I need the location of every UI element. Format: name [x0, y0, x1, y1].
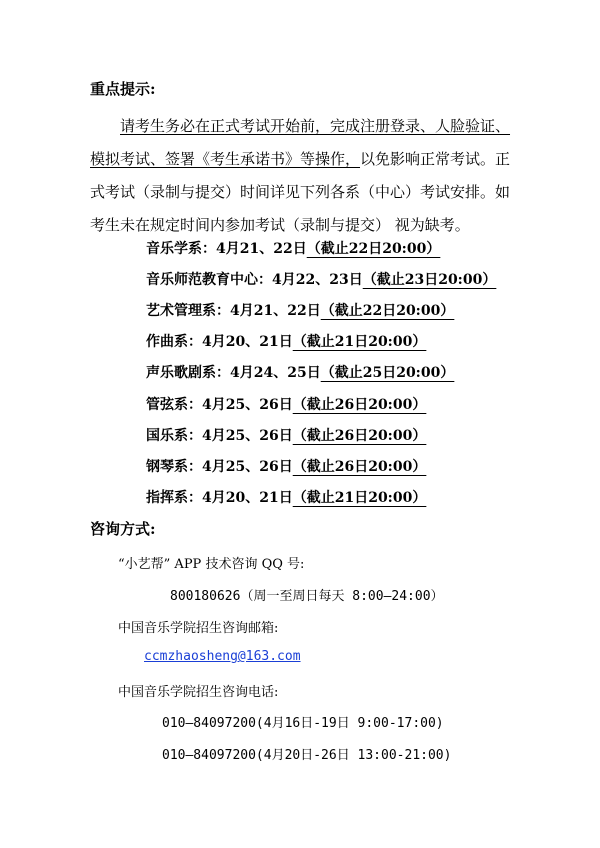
schedule-dates: 4月21、22日	[230, 303, 321, 319]
schedule-deadline: （截止21日20:00）	[292, 334, 427, 350]
schedule-dates: 4月25、26日	[202, 459, 293, 475]
schedule-deadline: （截止26日20:00）	[292, 428, 427, 444]
phone-label: 中国音乐学院招生咨询电话:	[118, 685, 279, 700]
email-label: 中国音乐学院招生咨询邮箱:	[118, 621, 279, 636]
schedule-dept: 钢琴系：	[146, 459, 202, 475]
schedule-item	[146, 425, 426, 445]
schedule-item	[146, 238, 440, 258]
schedule-item	[146, 331, 426, 351]
email-link[interactable]: ccmzhaosheng@163.com	[144, 649, 301, 664]
schedule-dates: 4月20、21日	[202, 490, 293, 506]
schedule-deadline: （截止25日20:00）	[320, 365, 455, 381]
schedule-item	[146, 300, 454, 320]
schedule-dept: 音乐师范教育中心：	[146, 272, 272, 288]
schedule-dates: 4月25、26日	[202, 428, 293, 444]
schedule-dept: 音乐学系：	[146, 241, 216, 257]
schedule-dept: 国乐系：	[146, 428, 202, 444]
schedule-item	[146, 487, 426, 507]
schedule-dates: 4月25、26日	[202, 397, 293, 413]
schedule-deadline: （截止26日20:00）	[292, 459, 427, 475]
schedule-deadline: （截止21日20:00）	[292, 490, 427, 506]
contact-heading: 咨询方式:	[90, 520, 156, 538]
schedule-deadline: （截止26日20:00）	[292, 397, 427, 413]
schedule-dates: 4月24、25日	[230, 365, 321, 381]
schedule-deadline: （截止22日20:00）	[320, 303, 455, 319]
notice-paragraph	[90, 110, 520, 242]
schedule-dept: 管弦系：	[146, 397, 202, 413]
notice-text: 以免影响正常考试。正式考试（录制与提交）时间详见下列各系（中心）考试安排。如考生未在规定时间内参加考试（录制与提交） 视为缺考。	[90, 150, 511, 234]
schedule-deadline: （截止23日20:00）	[362, 272, 497, 288]
schedule-item	[146, 269, 496, 289]
phone-number-2: 010—84097200(4月20日-26日 13:00-21:00)	[162, 748, 452, 763]
schedule-dates: 4月22、23日	[272, 272, 363, 288]
schedule-dept: 指挥系：	[146, 490, 202, 506]
schedule-dates: 4月20、21日	[202, 334, 293, 350]
schedule-dates: 4月21、22日	[216, 241, 307, 257]
qq-label: “小艺帮” APP 技术咨询 QQ 号:	[118, 557, 305, 572]
schedule-item	[146, 456, 426, 476]
schedule-item	[146, 362, 454, 382]
qq-value: 800180626（周一至周日每天 8:00—24:00）	[170, 589, 444, 604]
schedule-deadline: （截止22日20:00）	[306, 241, 441, 257]
notice-heading: 重点提示:	[90, 80, 156, 98]
schedule-dept: 艺术管理系：	[146, 303, 230, 319]
schedule-dept: 声乐歌剧系：	[146, 365, 230, 381]
notice-underlined-text: 请考生务必在正式考试开始前，完成注册登录、人脸验证、模拟考试、签署《考生承诺书》等操作，	[90, 117, 511, 168]
schedule-item	[146, 394, 426, 414]
schedule-dept: 作曲系：	[146, 334, 202, 350]
phone-number-1: 010—84097200(4月16日-19日 9:00-17:00)	[162, 716, 444, 731]
